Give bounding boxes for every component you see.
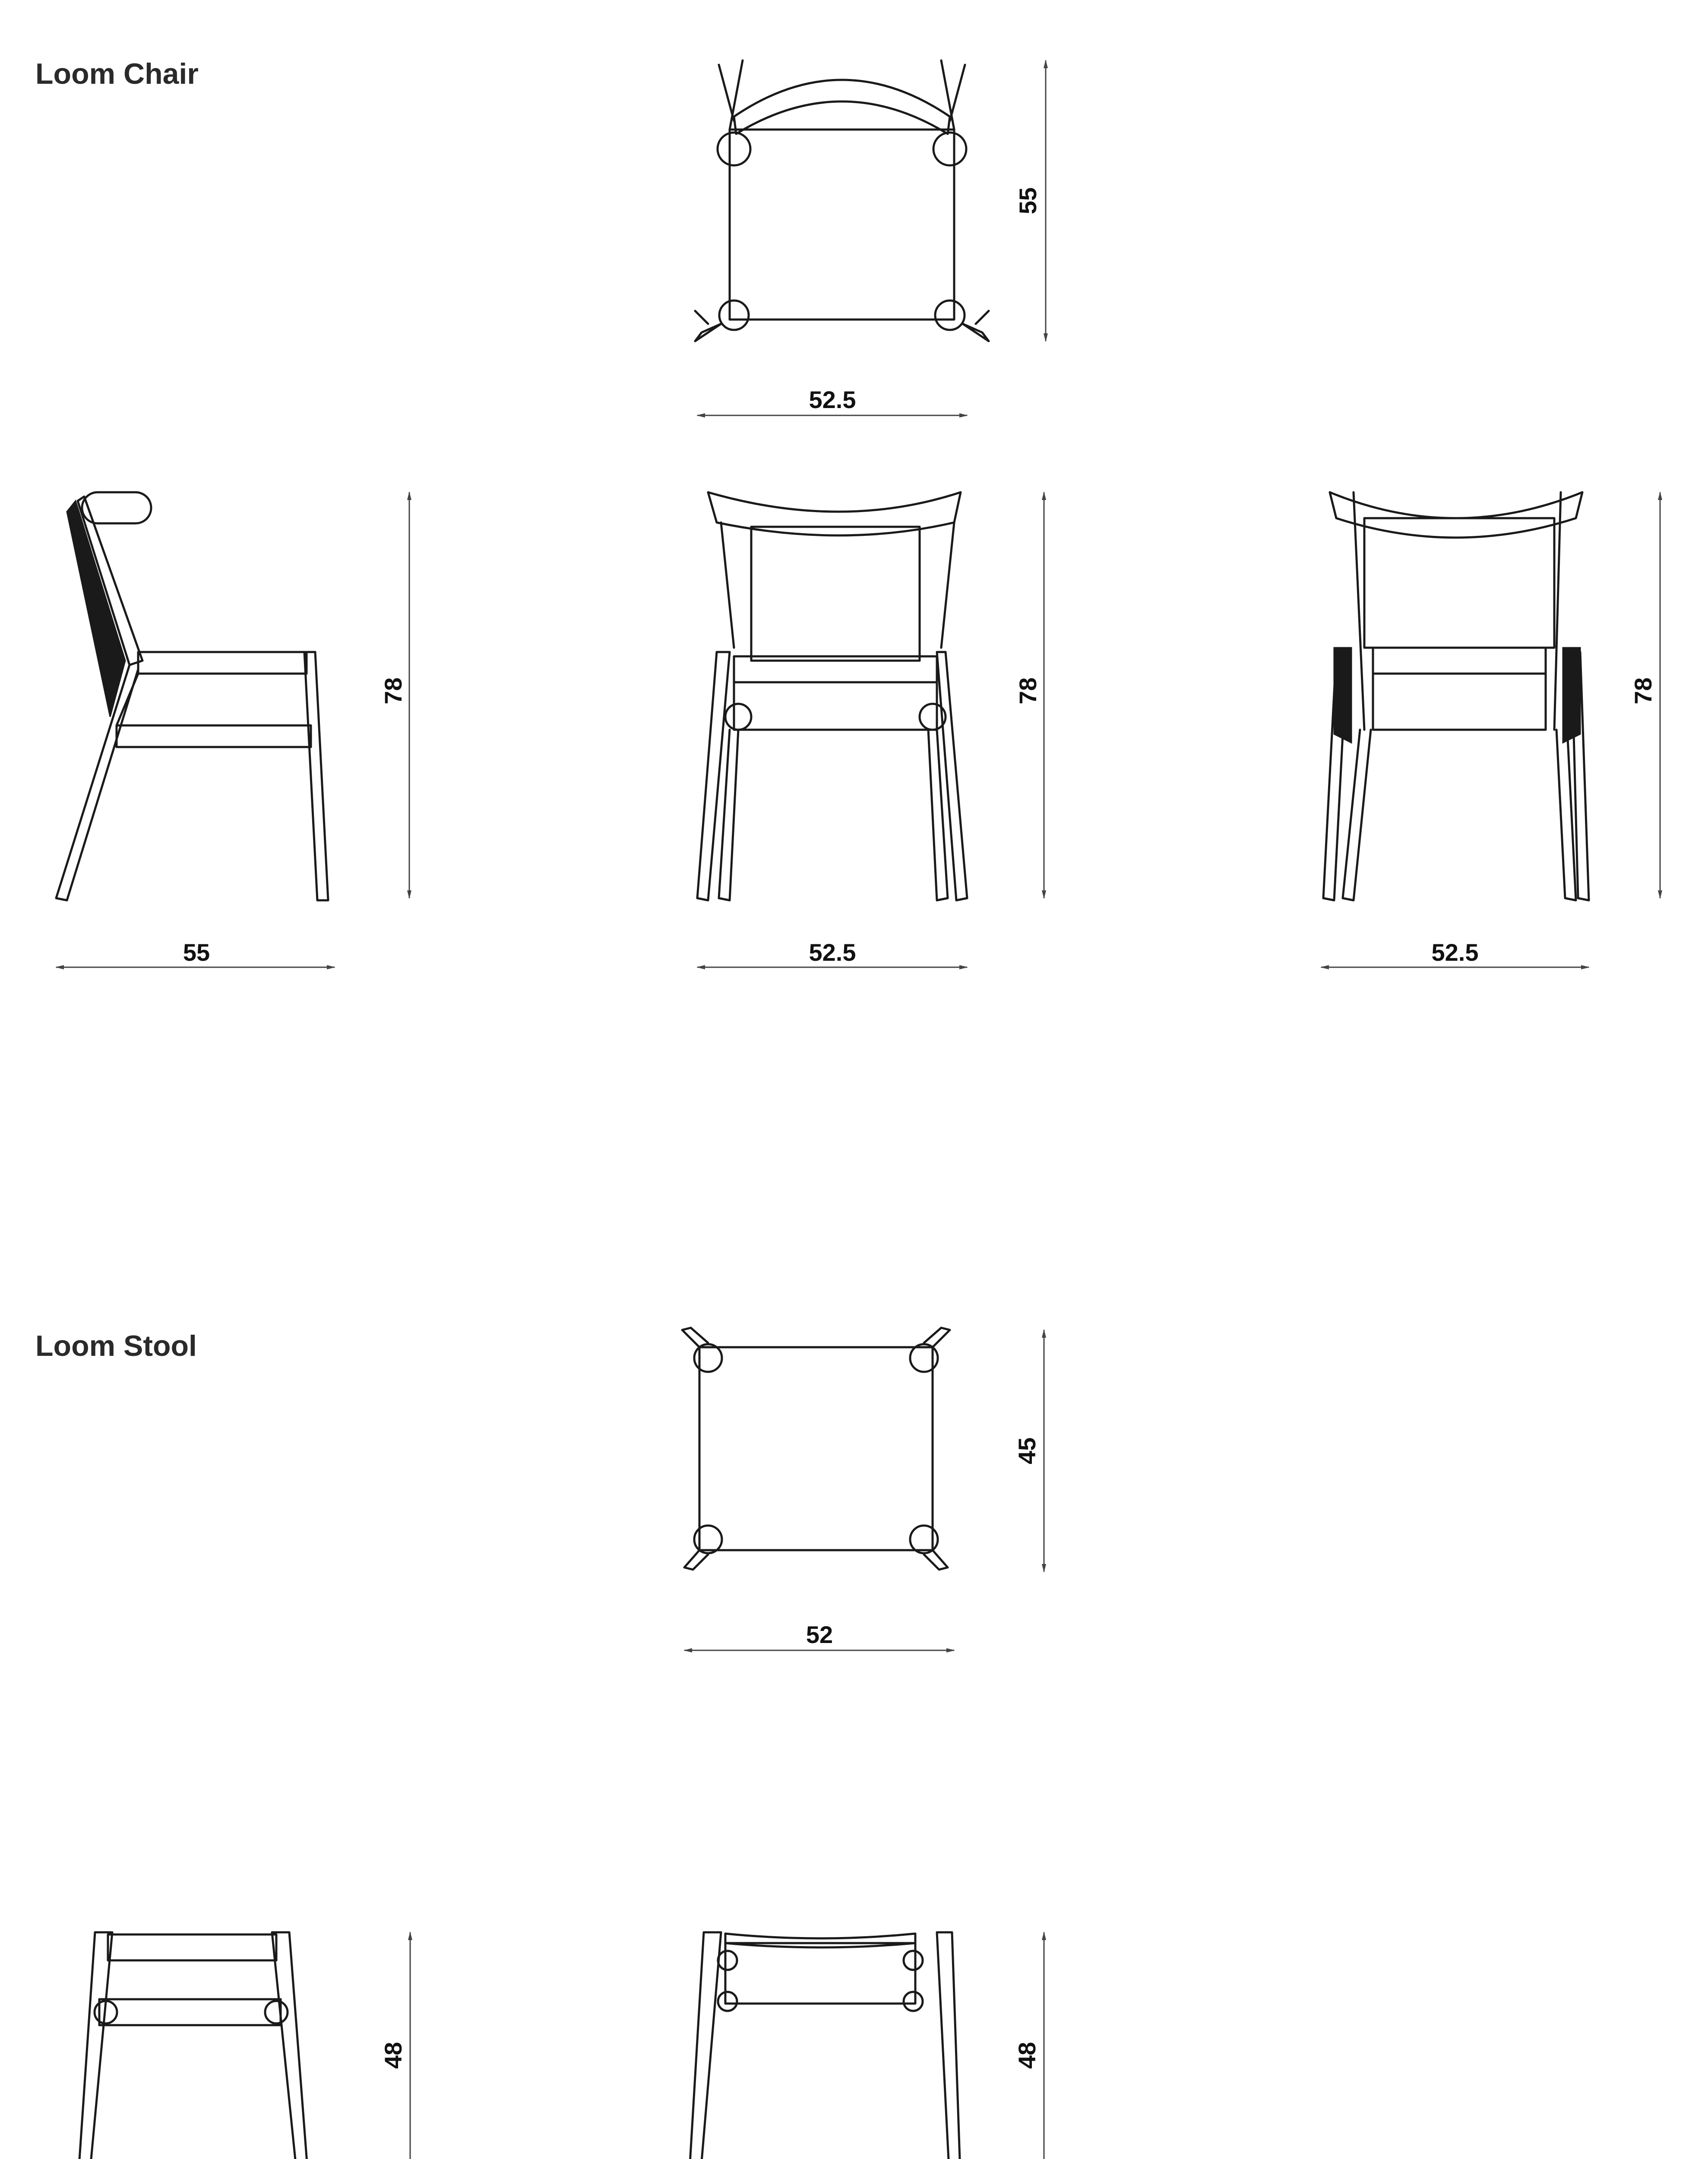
chair-front-height-label: 78 [1014, 677, 1041, 705]
stool-top-depth-label: 45 [1013, 1437, 1041, 1465]
chair-back-view [1323, 492, 1589, 900]
chair-side-height-dimension [380, 492, 409, 898]
chair-side-depth-label: 55 [183, 939, 210, 966]
stool-top-width-label: 52 [806, 1621, 833, 1648]
stool-front-view [689, 1932, 961, 2159]
chair-top-width-dimension [697, 386, 967, 415]
chair-front-height-dimension [1014, 492, 1044, 898]
chair-top-width-label: 52.5 [809, 386, 856, 413]
chair-front-view [697, 492, 967, 900]
chair-back-height-dimension [1629, 492, 1660, 898]
chair-top-view [695, 60, 989, 341]
chair-front-width-dimension [697, 939, 967, 967]
stool-top-width-dimension [684, 1621, 954, 1650]
stool-front-height-label: 48 [1013, 2042, 1041, 2069]
stool-top-view [682, 1328, 950, 1570]
chair-top-depth-dimension [1014, 60, 1046, 341]
stool-side-height-label: 48 [380, 2042, 407, 2069]
chair-side-depth-dimension [56, 939, 335, 967]
chair-top-depth-label: 55 [1014, 187, 1041, 215]
chair-front-width-label: 52.5 [809, 939, 856, 966]
chair-side-height-label: 78 [380, 677, 407, 705]
chair-back-width-dimension [1321, 939, 1589, 967]
chair-side-view [56, 492, 328, 900]
stool-side-view [78, 1932, 309, 2159]
chair-back-height-label: 78 [1629, 677, 1657, 705]
stool-section-title: Loom Stool [35, 1330, 197, 1362]
chair-back-width-label: 52.5 [1431, 939, 1479, 966]
stool-top-depth-dimension [1013, 1330, 1044, 1572]
chair-section-title: Loom Chair [35, 57, 199, 90]
stool-front-height-dimension [1013, 1932, 1044, 2159]
stool-side-height-dimension [380, 1932, 410, 2159]
